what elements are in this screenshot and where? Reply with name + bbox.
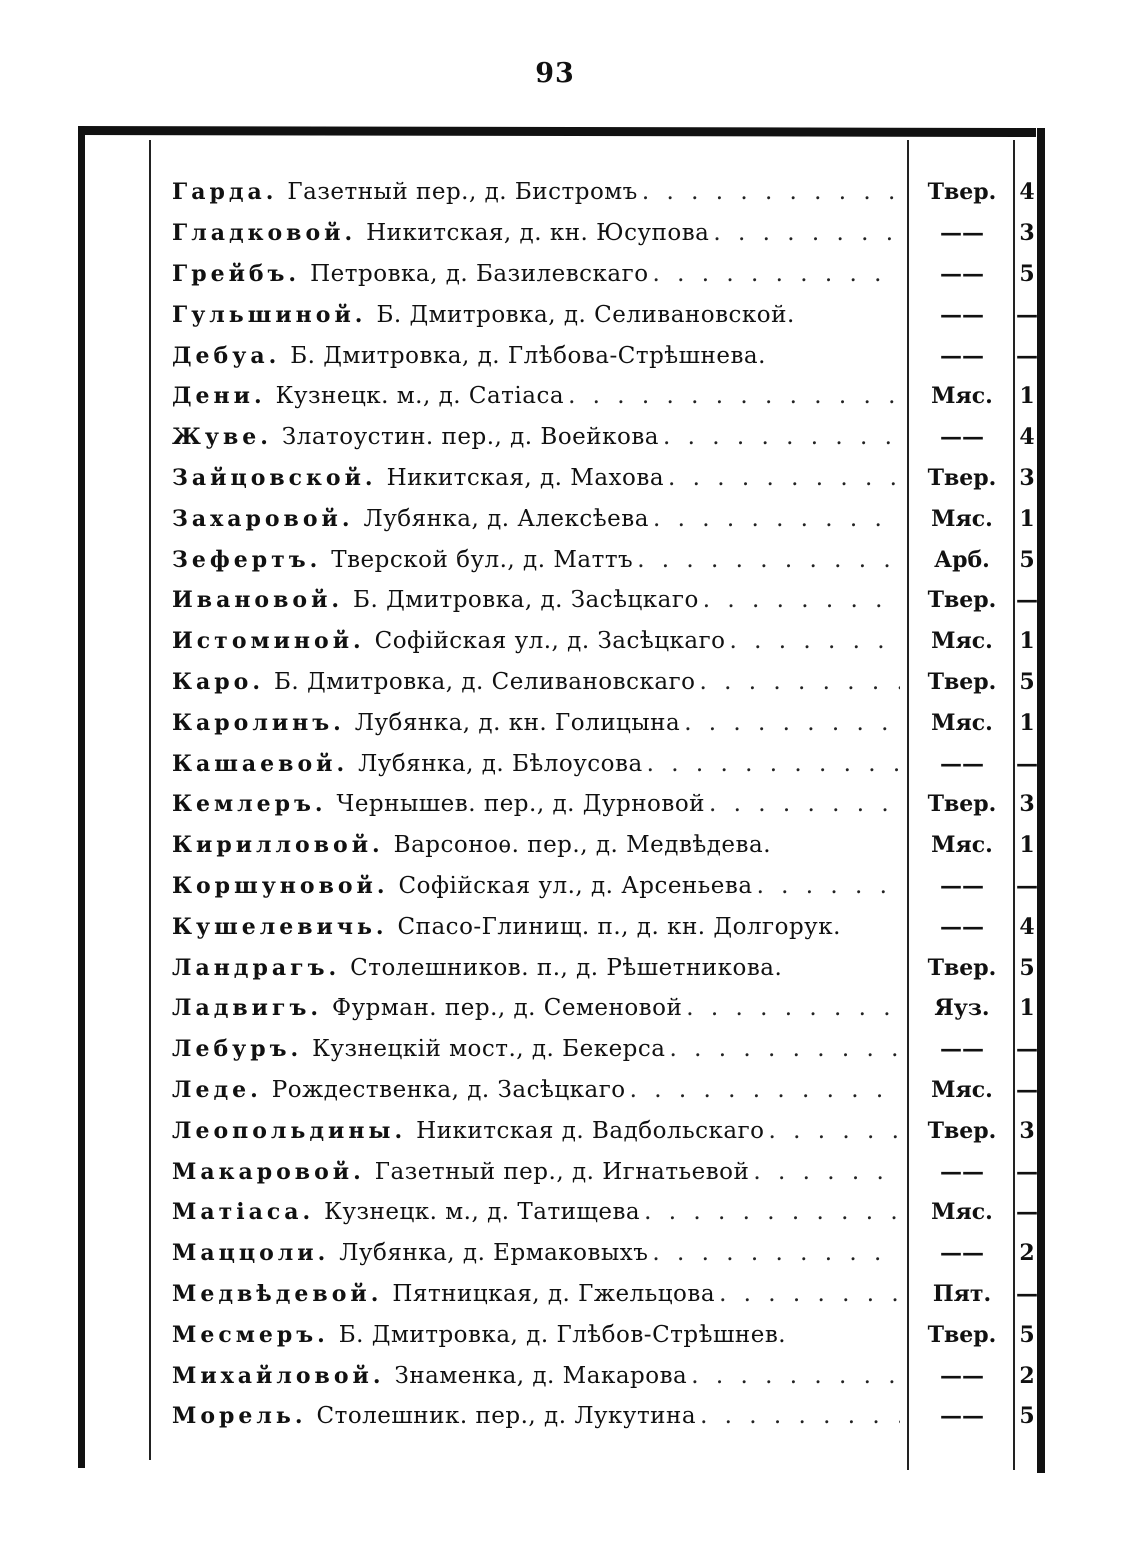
table-row (0, 417, 1140, 458)
table-row (0, 498, 1140, 539)
entry-quarter: — (1016, 342, 1038, 369)
leader-dots (670, 1036, 901, 1062)
entry-name: Месмеръ. (172, 1321, 329, 1348)
entry-district: Твер. (927, 179, 997, 206)
entry-name: Зефертъ. (172, 546, 322, 573)
entry-name: Матіаса. (172, 1199, 315, 1226)
leader-dots (647, 751, 900, 777)
entry-quarter: 4 (1019, 913, 1035, 940)
leader-dots (637, 547, 900, 573)
table-row (0, 458, 1140, 499)
table-row (0, 662, 1140, 703)
entry-text (172, 914, 900, 940)
entry-address: Чернышев. пер., д. Дурновой (336, 791, 705, 818)
entry-address: Никитская, д. кн. Юсупова (366, 220, 710, 247)
entry-name: Захаровой. (172, 505, 354, 532)
entry-address: Кузнецк. м., д. Сатіаса (275, 383, 565, 410)
table-row (0, 784, 1140, 825)
leader-dots (630, 1077, 900, 1103)
entry-text (172, 1403, 900, 1429)
table-row (0, 825, 1140, 866)
entry-district: —— (940, 1362, 984, 1389)
entry-quarter: — (1016, 1036, 1038, 1063)
entry-district: Твер. (927, 791, 997, 818)
entry-text (172, 1199, 900, 1225)
entry-quarter: 1 (1019, 383, 1035, 410)
table-row (0, 1070, 1140, 1111)
entry-address: Златоустин. пер., д. Воейкова (281, 424, 659, 451)
entry-district: —— (940, 1240, 984, 1267)
entry-name: Жуве. (172, 424, 272, 451)
entry-name: Дебуа. (172, 342, 281, 369)
entry-district: Твер. (927, 1321, 997, 1348)
entry-name: Дени. (172, 383, 266, 410)
entry-address: Фурман. пер., д. Семеновой (332, 995, 683, 1022)
table-row (0, 376, 1140, 417)
entry-quarter: 5 (1019, 260, 1035, 287)
entry-quarter: 2 (1019, 1240, 1035, 1267)
entry-name: Гульшиной. (172, 301, 367, 328)
entry-text (172, 1077, 900, 1103)
entry-district: —— (940, 1158, 984, 1185)
entry-name: Макаровой. (172, 1158, 365, 1185)
entry-name: Маццоли. (172, 1240, 330, 1267)
entry-text (172, 220, 900, 246)
entry-quarter: 1 (1019, 832, 1035, 859)
entry-address: Спасо-Глинищ. п., д. кн. Долгорук. (397, 913, 841, 940)
entry-text (172, 1281, 900, 1307)
entry-quarter: 3 (1019, 1117, 1035, 1144)
leader-dots (663, 424, 900, 450)
leader-dots (753, 1159, 900, 1185)
entry-quarter: 5 (1019, 668, 1035, 695)
leader-dots (700, 1403, 900, 1429)
entry-address: Софійская ул., д. Засѣцкаго (374, 628, 726, 655)
entry-district: Мяс. (931, 832, 993, 859)
leader-dots (713, 220, 900, 246)
entry-text (172, 1322, 900, 1348)
leader-dots (644, 1199, 900, 1225)
leader-dots (703, 587, 900, 613)
entry-district: —— (940, 424, 984, 451)
entry-name: Ивановой. (172, 587, 344, 614)
entry-quarter: 2 (1019, 1362, 1035, 1389)
entry-name: Гарда. (172, 179, 278, 206)
entry-address: Знаменка, д. Макарова (394, 1362, 688, 1389)
entry-text (172, 587, 900, 613)
entry-text (172, 1159, 900, 1185)
entry-quarter: 5 (1019, 1321, 1035, 1348)
entry-name: Кемлеръ. (172, 791, 327, 818)
entry-name: Медвѣдевой. (172, 1280, 383, 1307)
table-row (0, 947, 1140, 988)
leader-dots (719, 1281, 900, 1307)
entry-address: Столешник. пер., д. Лукутина (316, 1403, 697, 1430)
entry-district: —— (940, 260, 984, 287)
table-row (0, 1110, 1140, 1151)
table-row (0, 866, 1140, 907)
entry-text (172, 179, 900, 205)
table-row (0, 906, 1140, 947)
entry-district: Мяс. (931, 709, 993, 736)
entry-district: —— (940, 301, 984, 328)
entry-name: Лебуръ. (172, 1036, 303, 1063)
table-row (0, 580, 1140, 621)
leader-dots (653, 261, 900, 287)
entry-text (172, 547, 900, 573)
entry-address: Лубянка, д. Алексѣева (363, 505, 649, 532)
entry-text (172, 1240, 900, 1266)
entry-district: Мяс. (931, 505, 993, 532)
entry-address: Лубянка, д. Ермаковыхъ (339, 1240, 649, 1267)
entry-district: —— (940, 913, 984, 940)
leader-dots (684, 710, 900, 736)
leader-dots (668, 465, 900, 491)
entry-quarter: 3 (1019, 220, 1035, 247)
entry-quarter: — (1016, 1280, 1038, 1307)
entry-address: Кузнецкій мост., д. Бекерса (312, 1036, 666, 1063)
entry-quarter: 3 (1019, 464, 1035, 491)
entry-quarter: — (1016, 1199, 1038, 1226)
leader-dots (691, 1363, 900, 1389)
table-row (0, 1355, 1140, 1396)
entry-name: Каролинъ. (172, 709, 345, 736)
entry-name: Леопольдины. (172, 1117, 407, 1144)
entry-address: Газетный пер., д. Бистромъ (287, 179, 638, 206)
table-row (0, 1151, 1140, 1192)
leader-dots (568, 383, 900, 409)
table-row (0, 254, 1140, 295)
entry-text (172, 343, 900, 369)
entry-quarter: 5 (1019, 546, 1035, 573)
leader-dots (699, 669, 900, 695)
entry-name: Коршуновой. (172, 872, 389, 899)
entry-district: Пят. (932, 1280, 992, 1307)
entry-text (172, 628, 900, 654)
entry-text (172, 383, 900, 409)
entry-name: Кашаевой. (172, 750, 349, 777)
table-row (0, 743, 1140, 784)
leader-dots (653, 506, 900, 532)
entry-district: Твер. (927, 464, 997, 491)
entry-quarter: — (1016, 1076, 1038, 1103)
entry-name: Кушелевичь. (172, 913, 388, 940)
entry-name: Грейбъ. (172, 260, 301, 287)
entry-quarter: 3 (1019, 791, 1035, 818)
entry-text (172, 424, 900, 450)
entry-text (172, 710, 900, 736)
entry-address: Рождественка, д. Засѣцкаго (271, 1076, 626, 1103)
entry-name: Морель. (172, 1403, 307, 1430)
entry-name: Истоминой. (172, 628, 365, 655)
entry-district: Мяс. (931, 383, 993, 410)
entry-name: Ландрагъ. (172, 954, 341, 981)
entry-district: —— (940, 342, 984, 369)
entry-quarter: 5 (1019, 954, 1035, 981)
entry-district: Мяс. (931, 1199, 993, 1226)
leader-dots (642, 179, 900, 205)
entry-address: Газетный пер., д. Игнатьевой (374, 1158, 750, 1185)
entry-text (172, 506, 900, 532)
entry-text (172, 751, 900, 777)
entry-district: Арб. (934, 546, 990, 573)
table-row (0, 702, 1140, 743)
entry-district: Твер. (927, 668, 997, 695)
table-row (0, 213, 1140, 254)
entry-quarter: — (1016, 301, 1038, 328)
table-row (0, 335, 1140, 376)
entry-quarter: 1 (1019, 995, 1035, 1022)
entry-district: Мяс. (931, 628, 993, 655)
entry-address: Б. Дмитровка, д. Глѣбов-Стрѣшнев. (338, 1321, 787, 1348)
entry-name: Каро. (172, 668, 264, 695)
entry-quarter: 1 (1019, 628, 1035, 655)
leader-dots (686, 995, 900, 1021)
entry-name: Гладковой. (172, 220, 357, 247)
entry-address: Б. Дмитровка, д. Глѣбова-Стрѣшнева. (290, 342, 766, 369)
entry-address: Кузнецк. м., д. Татищева (324, 1199, 641, 1226)
entry-address: Никитская, д. Махова (386, 464, 665, 491)
entry-address: Никитская д. Вадбольскаго (416, 1117, 765, 1144)
entry-district: Твер. (927, 954, 997, 981)
leader-dots (709, 791, 900, 817)
entry-text (172, 261, 900, 287)
entry-name: Зайцовской. (172, 464, 377, 491)
entry-name: Леде. (172, 1076, 262, 1103)
top-thick-rule (78, 126, 1036, 137)
leader-dots (730, 628, 900, 654)
entry-address: Лубянка, д. кн. Голицына (354, 709, 681, 736)
entry-district: —— (940, 872, 984, 899)
table-row (0, 621, 1140, 662)
entry-district: —— (940, 750, 984, 777)
entry-quarter: 5 (1019, 1403, 1035, 1430)
entry-district: Мяс. (931, 1076, 993, 1103)
entry-address: Тверской бул., д. Маттъ (331, 546, 634, 573)
entry-district: —— (940, 1036, 984, 1063)
table-row (0, 539, 1140, 580)
entry-address: Б. Дмитровка, д. Засѣцкаго (353, 587, 699, 614)
entry-address: Варсоноѳ. пер., д. Медвѣдева. (393, 832, 772, 859)
page-number-text: 93 (535, 58, 575, 89)
table-row (0, 172, 1140, 213)
entry-district: Твер. (927, 587, 997, 614)
page-number (0, 58, 1140, 89)
leader-dots (769, 1118, 901, 1144)
entry-text (172, 873, 900, 899)
entry-name: Ладвигъ. (172, 995, 322, 1022)
entry-text (172, 791, 900, 817)
table-row (0, 1192, 1140, 1233)
table-row (0, 988, 1140, 1029)
entry-address: Лубянка, д. Бѣлоусова (358, 750, 643, 777)
entry-text (172, 465, 900, 491)
entry-quarter: 4 (1019, 179, 1035, 206)
entry-quarter: — (1016, 587, 1038, 614)
entry-quarter: 1 (1019, 505, 1035, 532)
leader-dots (652, 1240, 900, 1266)
table-row (0, 1233, 1140, 1274)
entry-text (172, 995, 900, 1021)
entry-district: —— (940, 1403, 984, 1430)
directory-table (0, 172, 1140, 1437)
entry-address: Пятницкая, д. Гжельцова (392, 1280, 716, 1307)
table-row (0, 1274, 1140, 1315)
table-row (0, 1314, 1140, 1355)
entry-text (172, 955, 900, 981)
entry-name: Михайловой. (172, 1362, 385, 1389)
entry-quarter: — (1016, 1158, 1038, 1185)
entry-district: Яуз. (934, 995, 990, 1022)
entry-text (172, 1363, 900, 1389)
entry-district: —— (940, 220, 984, 247)
entry-quarter: — (1016, 872, 1038, 899)
entry-quarter: 4 (1019, 424, 1035, 451)
entry-text (172, 1118, 900, 1144)
table-row (0, 1396, 1140, 1437)
entry-quarter: — (1016, 750, 1038, 777)
entry-address: Петровка, д. Базилевскаго (310, 260, 649, 287)
entry-name: Кирилловой. (172, 832, 384, 859)
entry-text (172, 669, 900, 695)
entry-text (172, 832, 900, 858)
entry-address: Софійская ул., д. Арсеньева (398, 872, 753, 899)
leader-dots (757, 873, 900, 899)
entry-text (172, 1036, 900, 1062)
entry-quarter: 1 (1019, 709, 1035, 736)
entry-address: Б. Дмитровка, д. Селивановской. (376, 301, 795, 328)
entry-address: Столешников. п., д. Рѣшетникова. (350, 954, 783, 981)
entry-address: Б. Дмитровка, д. Селивановскаго (273, 668, 696, 695)
table-row (0, 1029, 1140, 1070)
entry-text (172, 302, 900, 328)
table-row (0, 294, 1140, 335)
entry-district: Твер. (927, 1117, 997, 1144)
